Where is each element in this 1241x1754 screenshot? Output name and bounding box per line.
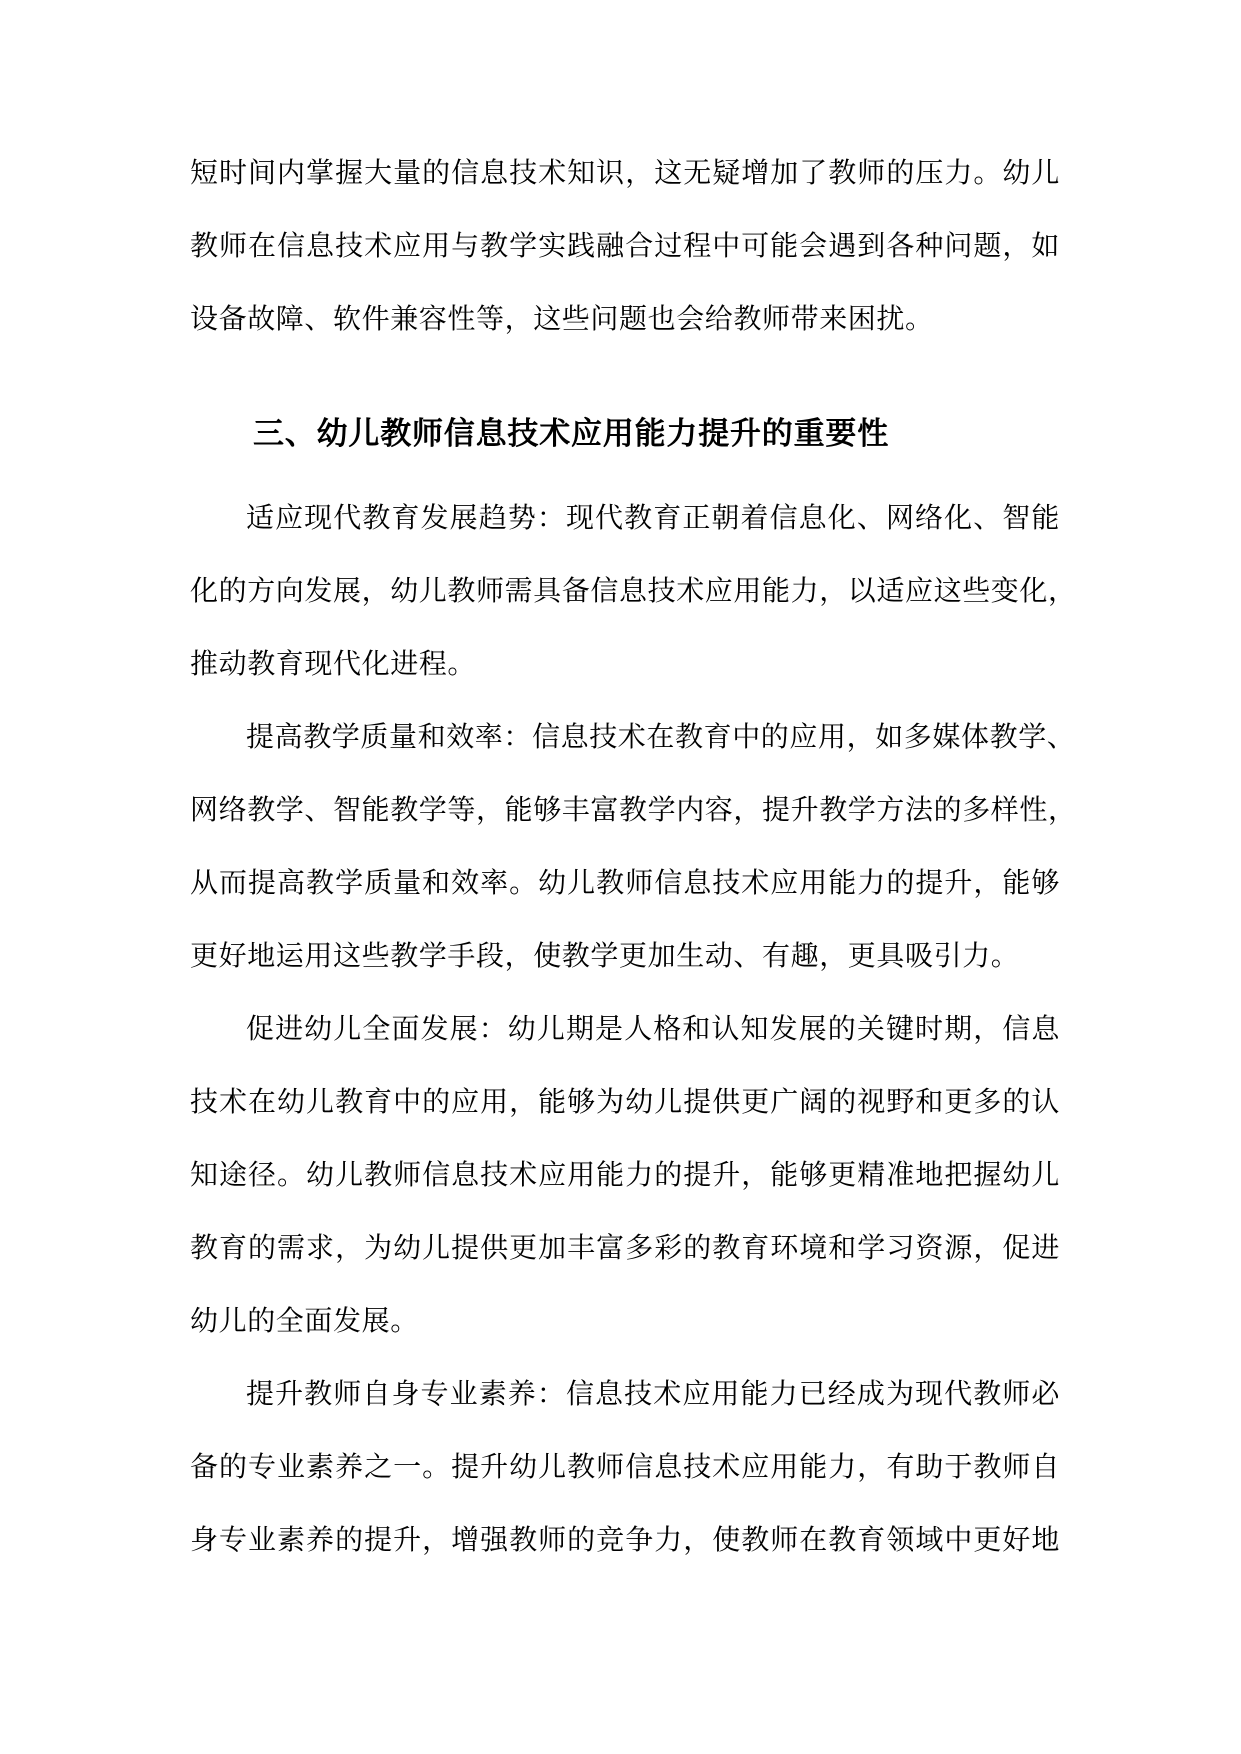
paragraph-2-line-4: 更好地运用这些教学手段，使教学更加生动、有趣，更具吸引力。 [190, 939, 1020, 972]
intro-line-2: 教师在信息技术应用与教学实践融合过程中可能会遇到各种问题，如 [190, 229, 1060, 262]
intro-line-3: 设备故障、软件兼容性等，这些问题也会给教师带来困扰。 [190, 302, 934, 335]
paragraph-3-line-5: 幼儿的全面发展。 [190, 1304, 419, 1337]
paragraph-4-line-1: 提升教师自身专业素养：信息技术应用能力已经成为现代教师必 [246, 1377, 1060, 1410]
section-heading: 三、幼儿教师信息技术应用能力提升的重要性 [253, 416, 889, 452]
paragraph-3-line-3: 知途径。幼儿教师信息技术应用能力的提升，能够更精准地把握幼儿 [190, 1158, 1060, 1191]
paragraph-3-line-2: 技术在幼儿教育中的应用，能够为幼儿提供更广阔的视野和更多的认 [190, 1085, 1060, 1118]
paragraph-4-line-2: 备的专业素养之一。提升幼儿教师信息技术应用能力，有助于教师自 [190, 1450, 1060, 1483]
paragraph-2-line-2: 网络教学、智能教学等，能够丰富教学内容，提升教学方法的多样性， [190, 793, 1077, 826]
paragraph-1-line-1: 适应现代教育发展趋势：现代教育正朝着信息化、网络化、智能 [246, 501, 1060, 534]
paragraph-2-line-1: 提高教学质量和效率：信息技术在教育中的应用，如多媒体教学、 [246, 720, 1076, 753]
paragraph-1-line-3: 推动教育现代化进程。 [190, 647, 477, 680]
paragraph-1-line-2: 化的方向发展，幼儿教师需具备信息技术应用能力，以适应这些变化， [190, 574, 1077, 607]
paragraph-3-line-1: 促进幼儿全面发展：幼儿期是人格和认知发展的关键时期，信息 [246, 1012, 1060, 1045]
paragraph-2-line-3: 从而提高教学质量和效率。幼儿教师信息技术应用能力的提升，能够 [190, 866, 1060, 899]
paragraph-4-line-3: 身专业素养的提升，增强教师的竞争力，使教师在教育领域中更好地 [190, 1523, 1060, 1556]
paragraph-3-line-4: 教育的需求，为幼儿提供更加丰富多彩的教育环境和学习资源，促进 [190, 1231, 1060, 1264]
intro-line-1: 短时间内掌握大量的信息技术知识，这无疑增加了教师的压力。幼儿 [190, 156, 1060, 189]
